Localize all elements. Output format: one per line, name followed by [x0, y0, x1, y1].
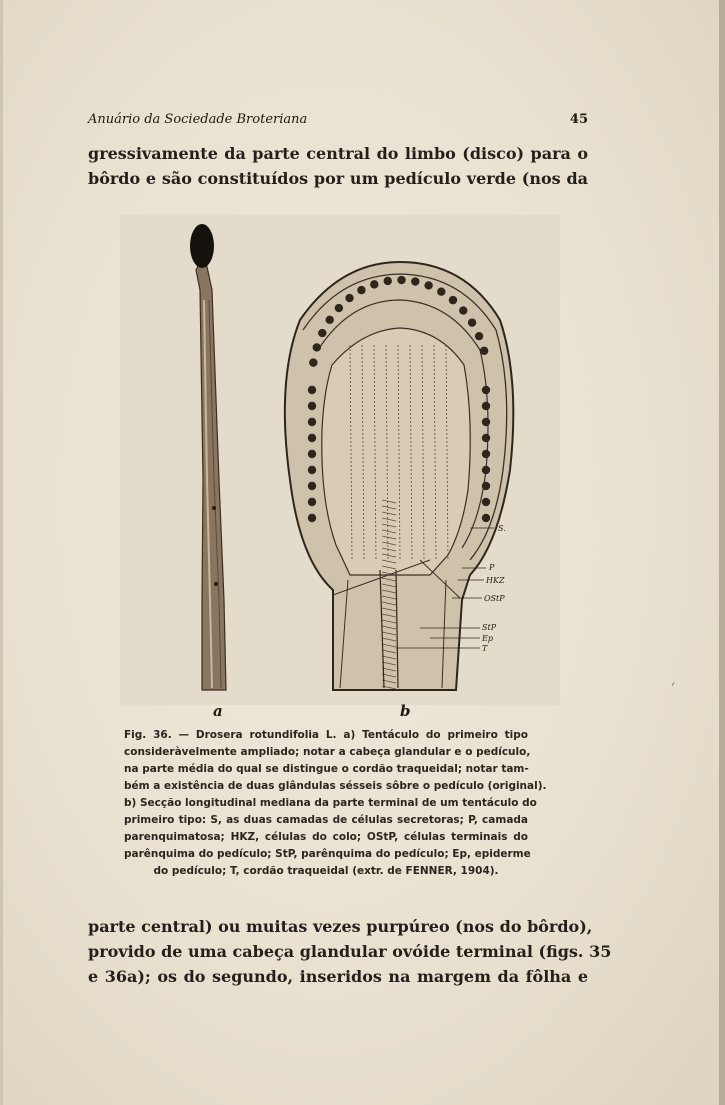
cell-nucleus [308, 482, 316, 490]
cell-nucleus [326, 316, 334, 324]
page-number: 45 [569, 112, 588, 127]
cell-nucleus [411, 277, 419, 285]
text-line: provido de uma cabeça glandular ovóide terminal (figs. 35 [88, 942, 612, 961]
label-P: P [489, 563, 495, 572]
cell-nucleus [308, 498, 316, 506]
cell-nucleus [482, 466, 490, 474]
cell-nucleus [345, 294, 353, 302]
text-line: gressivamente da parte central do limbo (disco) para o [88, 144, 588, 163]
cell-nucleus [482, 514, 490, 522]
cell-nucleus [468, 318, 476, 326]
running-header: Anuário da Sociedade Broteriana [88, 112, 308, 127]
cell-nucleus [308, 386, 316, 394]
cell-nucleus [384, 277, 392, 285]
text-line: parte central) ou muitas vezes purpúreo (nos do bôrdo), [88, 917, 593, 936]
label-OStP: OStP [484, 594, 505, 603]
cell-nucleus [482, 450, 490, 458]
cell-nucleus [370, 280, 378, 288]
cell-nucleus [449, 296, 457, 304]
cell-nucleus [482, 402, 490, 410]
cell-nucleus [357, 286, 365, 294]
caption-line: consideràvelmente ampliado; notar a cabeça glandular e o pedículo, [124, 746, 531, 758]
tentacle-b-section [285, 262, 513, 690]
text-line: bôrdo e são constituídos por um pedículo verde (nos da [88, 169, 588, 188]
cell-nucleus [482, 418, 490, 426]
caption-line: parenquimatosa; HKZ, células do colo; OStP, células terminais do [124, 831, 528, 843]
cell-nucleus [308, 434, 316, 442]
cell-nucleus [308, 466, 316, 474]
cell-nucleus [308, 402, 316, 410]
cell-nucleus [318, 329, 326, 337]
cell-nucleus [475, 332, 483, 340]
cell-nucleus [482, 482, 490, 490]
caption-line: b) Secção longitudinal mediana da parte terminal de um tentáculo do [124, 797, 537, 809]
caption-line: parênquima do pedículo; StP, parênquima do pedículo; Ep, epiderme [124, 848, 531, 860]
cell-nucleus [482, 386, 490, 394]
cell-nucleus [480, 347, 488, 355]
cell-nucleus [437, 288, 445, 296]
cell-nucleus [482, 498, 490, 506]
caption-line: na parte média do qual se distingue o cordão traqueidal; notar tam- [124, 763, 529, 775]
paper-mark: ‚ [671, 672, 676, 688]
cell-nucleus [459, 306, 467, 314]
cell-nucleus [308, 418, 316, 426]
label-HKZ: HKZ [486, 576, 505, 585]
cell-nucleus [482, 434, 490, 442]
cell-nucleus [308, 450, 316, 458]
figure-label-b: b [400, 702, 411, 720]
figure-caption [124, 727, 547, 880]
text-line: e 36a); os do segundo, inseridos na margem da fôlha e [88, 967, 588, 986]
cell-nucleus [308, 514, 316, 522]
cell-nucleus [335, 304, 343, 312]
tentacle-a-drawing [190, 224, 226, 690]
cell-nucleus [424, 281, 432, 289]
caption-line: do pedículo; T, cordão traqueidal (extr. de FENNER, 1904). [153, 865, 499, 877]
caption-line: primeiro tipo: S, as duas camadas de células secretoras; P, camada [124, 814, 528, 826]
cell-nucleus [397, 276, 405, 284]
body-paragraph-bottom [88, 914, 612, 989]
cell-nucleus [313, 343, 321, 351]
figure-label-a: a [213, 702, 223, 720]
label-Ep: Ep [482, 634, 493, 643]
label-S: S. [498, 524, 506, 533]
cell-nucleus [309, 358, 317, 366]
label-StP: StP [482, 623, 497, 632]
caption-line: bém a existência de duas glândulas sésseis sôbre o pedículo (original). [124, 780, 547, 792]
caption-line: Fig. 36. — Drosera rotundifolia L. a) Tentáculo do primeiro tipo [124, 729, 528, 741]
label-T: T [482, 644, 488, 653]
